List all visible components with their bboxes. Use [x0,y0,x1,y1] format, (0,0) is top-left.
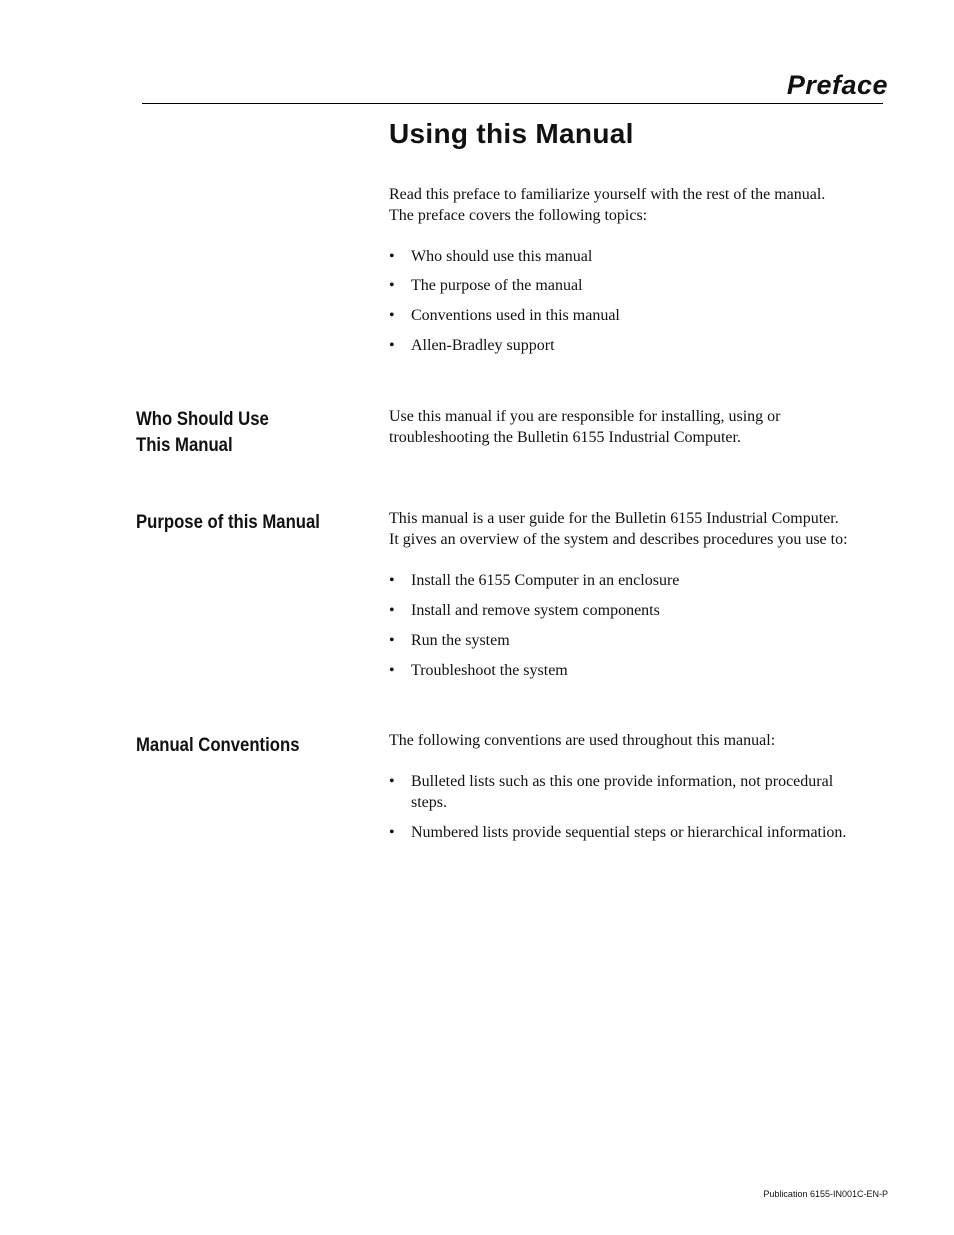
list-item: • Bulleted lists such as this one provide information, not procedural steps. [389,773,834,811]
bullet-icon: • [389,824,395,841]
list-item: • Conventions used in this manual [389,307,620,324]
list-item: • Who should use this manual [389,248,593,265]
intro-line-2: The preface covers the following topics: [389,207,648,224]
list-item: • Troubleshoot the system [389,662,568,679]
who-paragraph: Use this manual if you are responsible for installing, using or troubleshooting the Bulletin 6155 Industrial Computer. [389,408,781,446]
bullet-icon: • [389,248,395,265]
chapter-label: Preface [786,70,888,100]
list-item: • Install and remove system components [389,602,660,619]
publication-footer: Publication 6155-IN001C-EN-P [763,1189,888,1199]
bullet-icon: • [389,632,395,649]
page-title: Using this Manual [389,118,634,149]
bullet-icon: • [389,662,395,679]
bullet-icon: • [389,337,395,354]
bullet-icon: • [389,602,395,619]
list-item: • Run the system [389,632,510,649]
intro-paragraph [389,184,825,226]
header-rule [142,103,883,104]
list-item: • Install the 6155 Computer in an enclosure [389,572,680,589]
bullet-icon: • [389,773,395,790]
purpose-heading: Purpose of this Manual [136,512,320,533]
list-item: • Numbered lists provide sequential steps or hierarchical information. [389,824,847,841]
who-should-use-heading: Who Should Use This Manual [136,409,269,456]
bullet-icon: • [389,307,395,324]
list-item: • The purpose of the manual [389,277,583,294]
intro-line-1: Read this preface to familiarize yourself with the rest of the manual. [389,186,826,203]
conventions-heading: Manual Conventions [136,735,300,756]
bullet-icon: • [389,277,395,294]
bullet-icon: • [389,572,395,589]
list-item: • Allen-Bradley support [389,337,555,354]
purpose-paragraph: This manual is a user guide for the Bulletin 6155 Industrial Computer. It gives an overview of the system and describes procedures you use to: [389,510,848,548]
conventions-paragraph: The following conventions are used throughout this manual: [389,732,776,749]
